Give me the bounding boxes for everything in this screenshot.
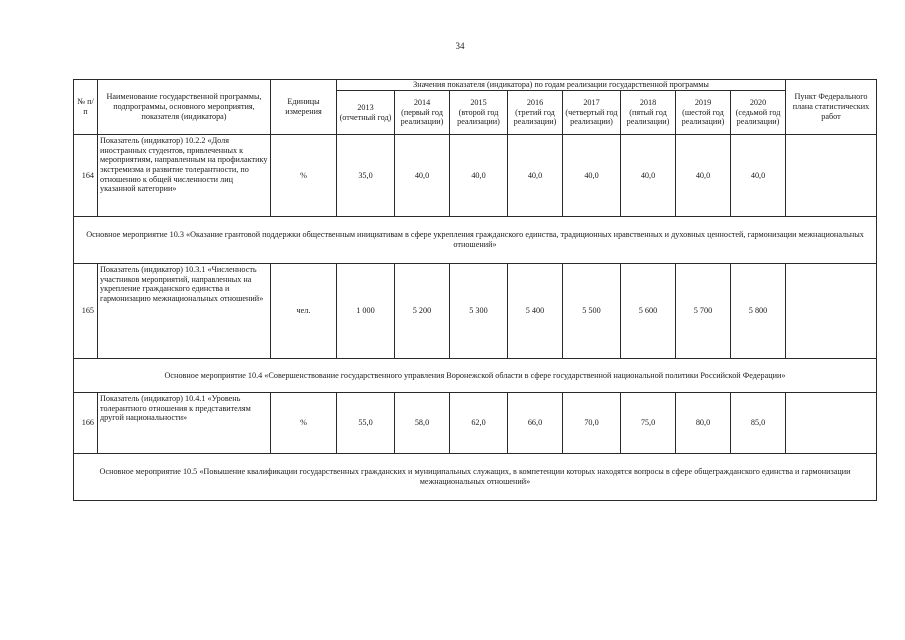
value-2015: 62,0	[450, 393, 508, 454]
value-2020: 40,0	[731, 135, 786, 217]
unit-cell: чел.	[271, 264, 337, 359]
indicator-name: Показатель (индикатор) 10.2.2 «Доля иностранных студентов, привлеченных к мероприятиям, направленным на профилактику экстремизма и развитие толерантности, по отношению к общей численности лиц указанной категории»	[98, 135, 271, 217]
unit-cell: %	[271, 135, 337, 217]
value-2018: 75,0	[621, 393, 676, 454]
indicators-table	[73, 79, 877, 501]
event-10-5: Основное мероприятие 10.5 «Повышение квалификации государственных гражданских и муниципальных служащих, в компетенции которых находятся вопросы в сфере общегражданского единства и гармонизации межнациональных отношений»	[74, 454, 877, 501]
value-2015: 5 300	[450, 264, 508, 359]
event-10-3: Основное мероприятие 10.3 «Оказание грантовой поддержки общественным инициативам в сфере укрепления гражданского единства, традиционных нравственных и духовных ценностей, гармонизации межнациональных отношений»	[74, 217, 877, 264]
plan-point-cell	[786, 135, 877, 217]
value-2018: 5 600	[621, 264, 676, 359]
header-name: Наименование государственной программы, подпрограммы, основного мероприятия, показателя (индикатора)	[98, 80, 271, 135]
value-2014: 40,0	[395, 135, 450, 217]
value-2013: 1 000	[337, 264, 395, 359]
row-number: 165	[74, 264, 98, 359]
value-2016: 5 400	[508, 264, 563, 359]
value-2019: 5 700	[676, 264, 731, 359]
value-2016: 66,0	[508, 393, 563, 454]
header-unit: Единицы измерения	[271, 80, 337, 135]
header-values-group: Значения показателя (индикатора) по годам реализации государственной программы	[337, 80, 786, 91]
header-year-2015: 2015 (второй год реализации)	[450, 91, 508, 135]
row-number: 164	[74, 135, 98, 217]
value-2013: 35,0	[337, 135, 395, 217]
value-2017: 70,0	[563, 393, 621, 454]
row-number: 166	[74, 393, 98, 454]
page-number: 34	[455, 41, 465, 51]
plan-point-cell	[786, 264, 877, 359]
value-2019: 40,0	[676, 135, 731, 217]
table-row	[74, 135, 877, 217]
header-no: № п/п	[74, 80, 98, 135]
header-year-2018: 2018 (пятый год реализации)	[621, 91, 676, 135]
table-row	[74, 264, 877, 359]
value-2017: 40,0	[563, 135, 621, 217]
header-year-2020: 2020 (седьмой год реализации)	[731, 91, 786, 135]
value-2018: 40,0	[621, 135, 676, 217]
indicator-name: Показатель (индикатор) 10.3.1 «Численность участников мероприятий, направленных на укрепление гражданского единства и гармонизацию межнациональных отношений»	[98, 264, 271, 359]
value-2015: 40,0	[450, 135, 508, 217]
event-row	[74, 454, 877, 501]
event-row	[74, 359, 877, 393]
event-row	[74, 217, 877, 264]
header-plan-point: Пункт Федерального плана статистических работ	[786, 80, 877, 135]
header-year-2013: 2013 (отчетный год)	[337, 91, 395, 135]
value-2014: 5 200	[395, 264, 450, 359]
header-year-2016: 2016 (третий год реализации)	[508, 91, 563, 135]
plan-point-cell	[786, 393, 877, 454]
value-2017: 5 500	[563, 264, 621, 359]
value-2020: 5 800	[731, 264, 786, 359]
indicator-name: Показатель (индикатор) 10.4.1 «Уровень толерантного отношения к представителям другой национальности»	[98, 393, 271, 454]
header-year-2014: 2014 (первый год реализации)	[395, 91, 450, 135]
table-row	[74, 393, 877, 454]
event-10-4: Основное мероприятие 10.4 «Совершенствование государственного управления Воронежской области в сфере государственной национальной политики Российской Федерации»	[74, 359, 877, 393]
header-year-2017: 2017 (четвертый год реализации)	[563, 91, 621, 135]
value-2019: 80,0	[676, 393, 731, 454]
value-2013: 55,0	[337, 393, 395, 454]
header-year-2019: 2019 (шестой год реализации)	[676, 91, 731, 135]
value-2014: 58,0	[395, 393, 450, 454]
value-2016: 40,0	[508, 135, 563, 217]
unit-cell: %	[271, 393, 337, 454]
value-2020: 85,0	[731, 393, 786, 454]
